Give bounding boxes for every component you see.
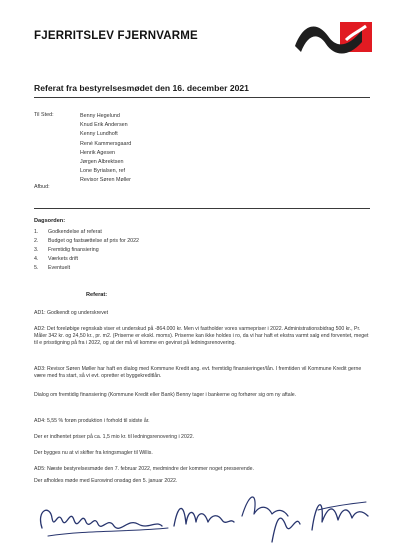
agenda-number: 4. xyxy=(34,256,39,262)
agenda-number: 2. xyxy=(34,238,39,244)
attendee: Kenny Lundhoft xyxy=(80,131,118,138)
attendee-list xyxy=(80,112,131,186)
til-sted-label: Til Sted: xyxy=(34,112,54,118)
minutes-paragraph: Der afholdes møde med Eurowind onsdag den 5. januar 2022. xyxy=(34,478,178,484)
agenda-text: Budget og fastsættelse af pris for 2022 xyxy=(48,238,139,244)
signature-3 xyxy=(242,497,288,516)
minutes-paragraph: AD1: Godkendt og underskrevet xyxy=(34,310,109,316)
attendee: Knud Erik Andersen xyxy=(80,122,128,129)
agenda-heading: Dagsorden: xyxy=(34,218,66,224)
attendee: Henrik Agesen xyxy=(80,149,116,156)
attendee: René Kammersgaard xyxy=(80,140,132,147)
attendee: Lone Byrialsen, ref xyxy=(80,168,125,175)
company-logo-icon xyxy=(292,16,372,56)
section-divider xyxy=(34,208,370,209)
attendee: Benny Hegelund xyxy=(80,113,120,119)
agenda-number: 3. xyxy=(34,247,39,253)
minutes-paragraph: AD3: Revisor Søren Møller har haft en dialog med Kommune Kredit ang. evt. fremtidig finansieringer/lån. I fremtiden vil Kommune Kredit gerne være med fra start, så vi evt. opretter et byggekreditlån. xyxy=(34,366,362,380)
minutes-paragraph: Der bygges nu at vi skifter fra kringsmagler til Willis. xyxy=(34,450,153,456)
agenda-item xyxy=(34,228,139,237)
agenda-number: 5. xyxy=(34,265,39,271)
title-divider xyxy=(34,97,370,98)
agenda-item xyxy=(34,246,139,255)
afbud-label: Afbud: xyxy=(34,184,50,190)
signature-2 xyxy=(174,508,234,526)
signature-1-underline xyxy=(48,528,168,536)
signature-4 xyxy=(272,518,300,542)
agenda-text: Godkendelse af referat xyxy=(48,229,102,235)
attendee: Revisor Søren Møller xyxy=(80,177,131,184)
agenda-item xyxy=(34,264,139,273)
company-name: FJERRITSLEV FJERNVARME xyxy=(34,30,198,42)
minutes-paragraph: Dialog om fremtidig finansiering (Kommune Kredit eller Bank) Benny tager i bankerne og forhører sig om ny aftale. xyxy=(34,392,297,398)
referat-heading: Referat: xyxy=(86,292,108,298)
minutes-paragraph: AD4: 5,55 % forøn produktion i forhold til sidste år. xyxy=(34,418,150,424)
agenda-number: 1. xyxy=(34,229,39,235)
agenda-list xyxy=(34,228,139,273)
minutes-paragraph: Der er indhentet priser på ca. 1,5 mio kr. til ledningsrenovering i 2022. xyxy=(34,434,195,440)
signature-5 xyxy=(312,505,368,530)
agenda-text: Eventuelt xyxy=(48,265,71,271)
agenda-item xyxy=(34,237,139,246)
agenda-text: Fremtidig finansiering xyxy=(48,247,99,253)
signature-5-stroke xyxy=(318,502,366,510)
signatures xyxy=(28,480,378,546)
signature-1 xyxy=(41,510,162,528)
minutes-paragraph: AD2: Det foreløbige regnskab viser et underskud på -864.000 kr. Men vi fastholder vores varmepriser i 2022. Administrationsbidrag 500 kr., Pr. Måler 342 kr. og 24,50 kr., pr. m2. (Priserne er ekskl. moms). Priserne kan ikke holdes i ro, da vi har haft et ekstra varmt salg end forventet, meget til e prisstigning på fra i 2022, og at der må vil komme en gevinst på ledningsrenovering. xyxy=(34,326,369,347)
agenda-text: Værkets drift xyxy=(48,256,79,262)
document-title: Referat fra bestyrelsesmødet den 16. december 2021 xyxy=(34,83,249,93)
attendee: Jørgen Albrektsen xyxy=(80,159,124,166)
agenda-item xyxy=(34,255,139,264)
minutes-paragraph: AD5: Næste bestyrelsesmøde den 7. februar 2022, medmindre der kommer noget presserende. xyxy=(34,466,255,472)
